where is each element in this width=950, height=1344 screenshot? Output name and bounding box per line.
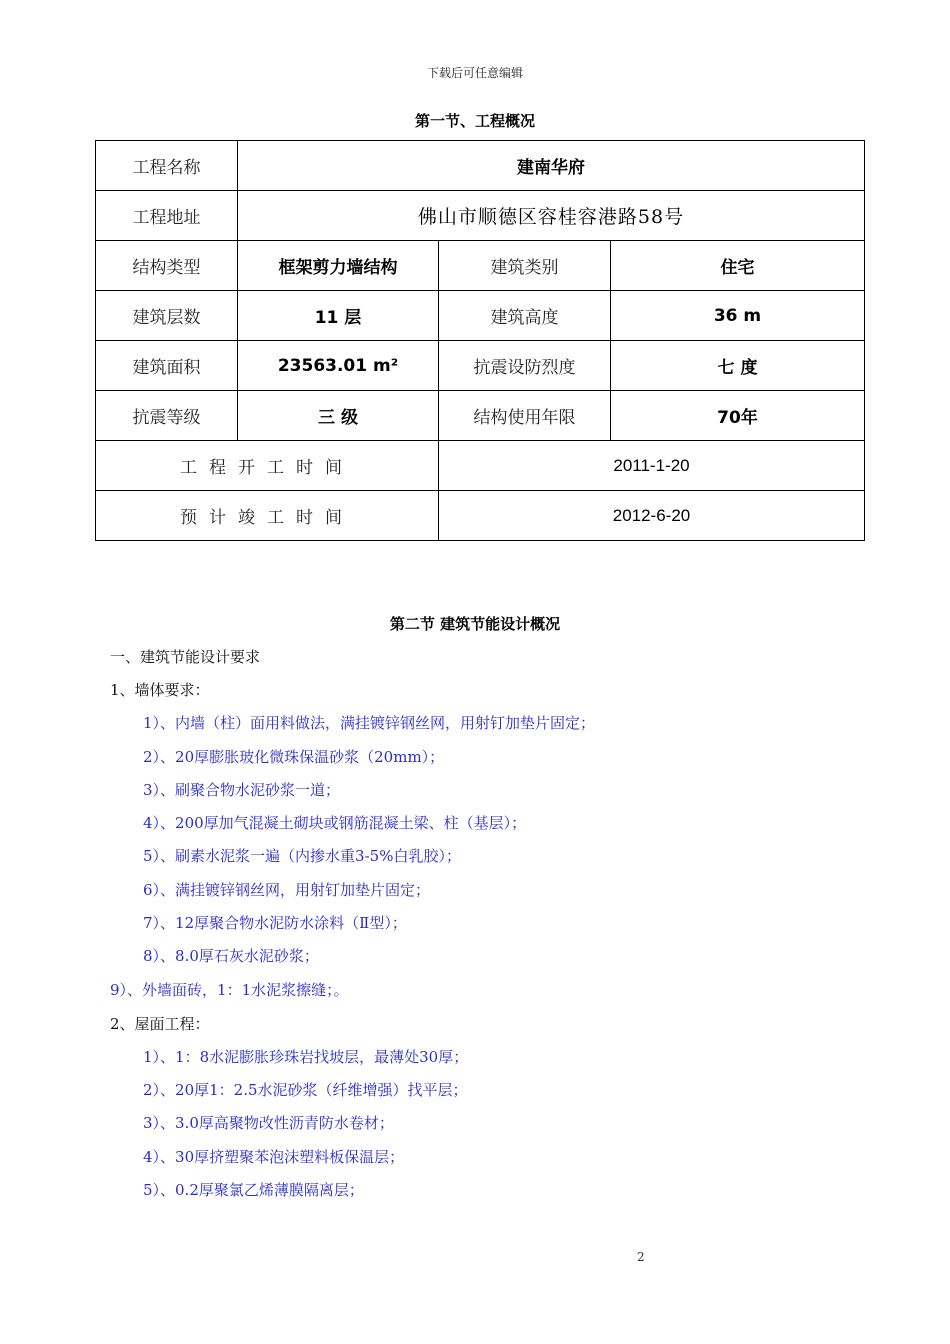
wall-heading: 1、墙体要求： — [110, 681, 210, 699]
seismic-grade-label: 抗震等级 — [96, 391, 238, 441]
finish-label: 预计竣工时间 — [96, 491, 439, 541]
list-item: 7）、12厚聚合物水泥防水涂料（Ⅱ型）； — [143, 914, 407, 932]
list-item: 6）、满挂镀锌钢丝网，用射钉加垫片固定； — [143, 881, 431, 899]
start-label: 工程开工时间 — [96, 441, 439, 491]
table-row — [96, 141, 865, 191]
area-value: 23563.01 m² — [238, 341, 439, 391]
header-note: 下载后可任意编辑 — [426, 66, 523, 80]
category-value: 住宅 — [611, 241, 865, 291]
table-row — [96, 441, 865, 491]
list-item: 1）、1：8水泥膨胀珍珠岩找坡层，最薄处30厚； — [143, 1048, 469, 1066]
height-label: 建筑高度 — [439, 291, 611, 341]
address-label: 工程地址 — [96, 191, 238, 241]
service-life-label: 结构使用年限 — [439, 391, 611, 441]
table-row — [96, 341, 865, 391]
structure-value: 框架剪力墙结构 — [238, 241, 439, 291]
category-label: 建筑类别 — [439, 241, 611, 291]
name-label: 工程名称 — [96, 141, 238, 191]
finish-value: 2012-6-20 — [439, 491, 865, 541]
list-item: 4）、30厚挤塑聚苯泡沫塑料板保温层； — [143, 1148, 405, 1166]
start-value: 2011-1-20 — [439, 441, 865, 491]
list-item: 2）、20厚膨胀玻化微珠保温砂浆（20mm）； — [143, 748, 445, 766]
address-value: 佛山市顺德区容桂容港路58号 — [238, 191, 865, 241]
seismic-intensity-label: 抗震设防烈度 — [439, 341, 611, 391]
table-row — [96, 241, 865, 291]
list-item: 3）、3.0厚高聚物改性沥青防水卷材； — [143, 1114, 394, 1132]
service-life-value: 70年 — [611, 391, 865, 441]
area-label: 建筑面积 — [96, 341, 238, 391]
roof-heading: 2、屋面工程： — [110, 1015, 210, 1033]
list-item: 9）、外墙面砖，1：1水泥浆擦缝；。 — [110, 981, 349, 999]
floors-value: 11 层 — [238, 291, 439, 341]
table-row — [96, 491, 865, 541]
seismic-grade-value: 三 级 — [238, 391, 439, 441]
list-item: 5）、0.2厚聚氯乙烯薄膜隔离层； — [143, 1181, 364, 1199]
table-row — [96, 391, 865, 441]
list-item: 5）、刷素水泥浆一遍（内掺水重3-5%白乳胶）； — [143, 847, 461, 865]
name-value: 建南华府 — [238, 141, 865, 191]
height-value: 36 m — [611, 291, 865, 341]
page-number: 2 — [637, 1250, 645, 1264]
list-item: 3）、刷聚合物水泥砂浆一道； — [143, 781, 341, 799]
list-item: 1）、内墙（柱）面用料做法，满挂镀锌钢丝网，用射钉加垫片固定； — [143, 714, 596, 732]
floors-label: 建筑层数 — [96, 291, 238, 341]
structure-label: 结构类型 — [96, 241, 238, 291]
list-item: 2）、20厚1：2.5水泥砂浆（纤维增强）找平层； — [143, 1081, 468, 1099]
list-item: 8）、8.0厚石灰水泥砂浆； — [143, 947, 319, 965]
section1-title: 第一节、工程概况 — [414, 112, 535, 130]
seismic-intensity-value: 七 度 — [611, 341, 865, 391]
energy-requirements-heading: 一、建筑节能设计要求 — [110, 648, 261, 666]
table-row — [96, 291, 865, 341]
list-item: 4）、200厚加气混凝土砌块或钢筋混凝土梁、柱（基层）； — [143, 814, 527, 832]
project-overview-table — [95, 140, 865, 541]
table-row — [96, 191, 865, 241]
section2-title: 第二节 建筑节能设计概况 — [389, 615, 561, 633]
